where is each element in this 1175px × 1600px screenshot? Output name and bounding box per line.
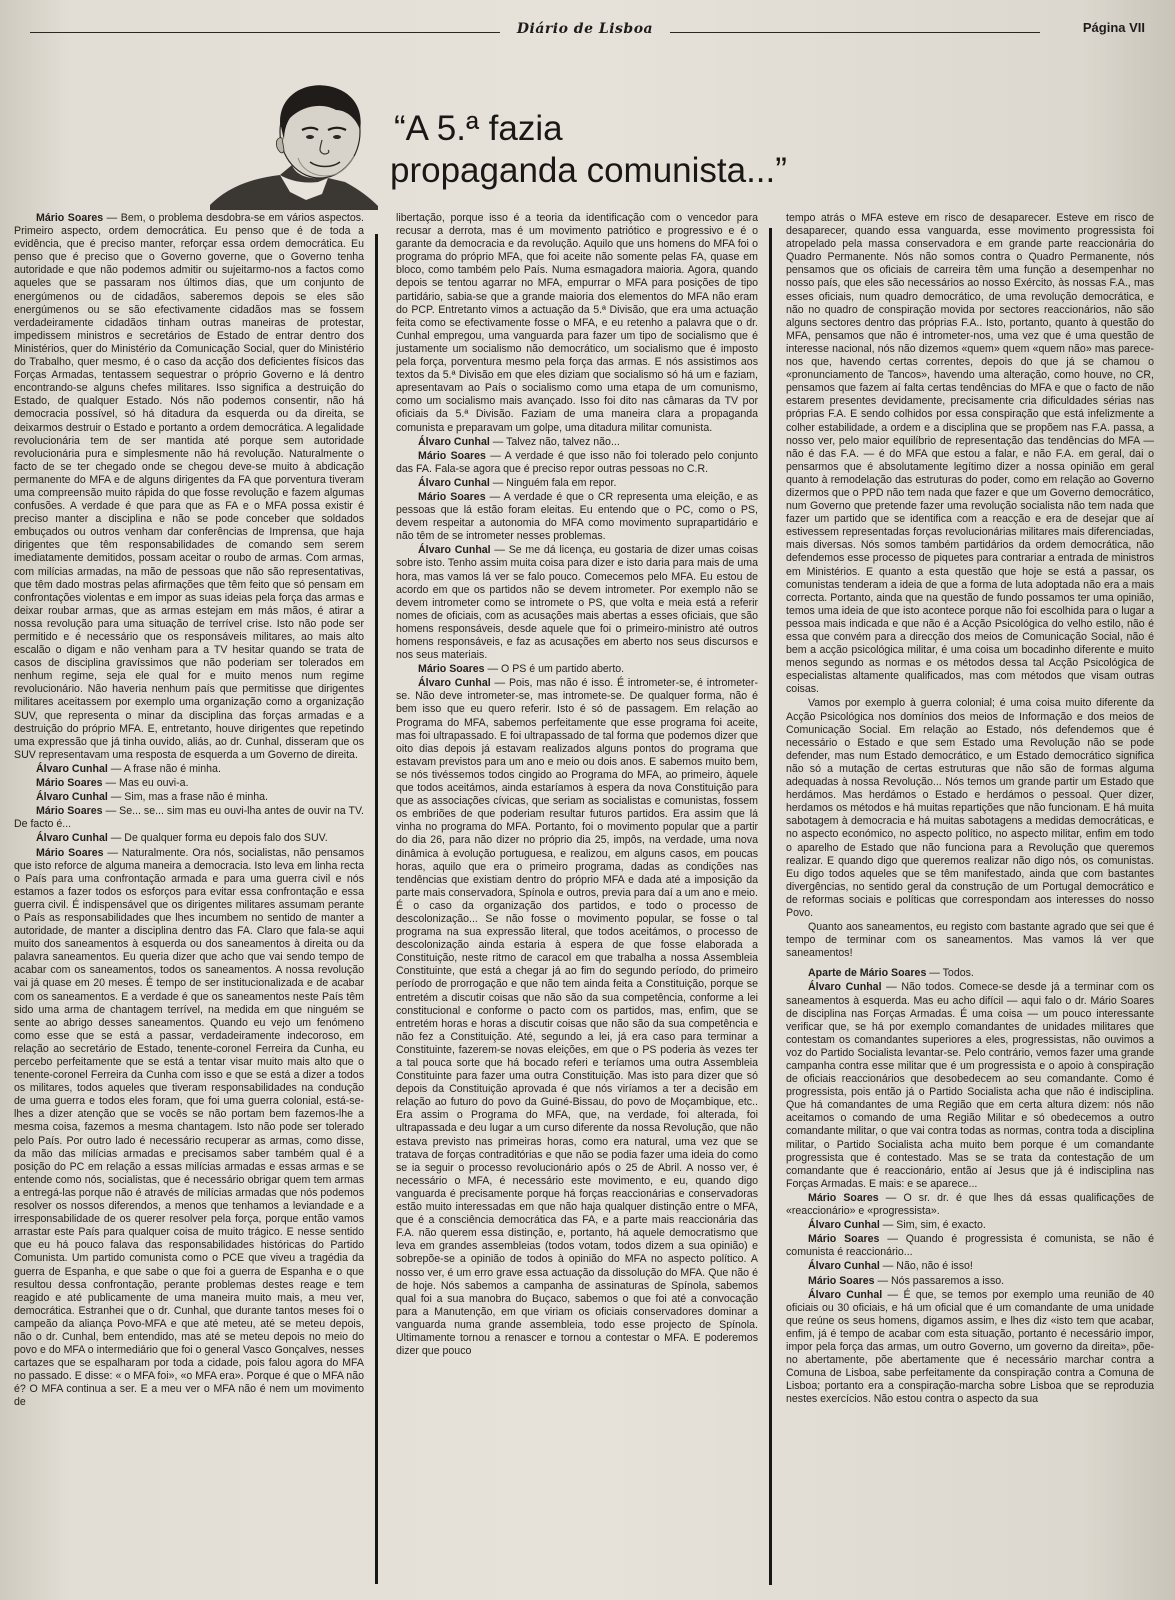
headline <box>390 108 870 192</box>
paragraph-text: — Todos. <box>926 967 974 980</box>
speaker-name: Álvaro Cunhal <box>808 1260 880 1273</box>
speaker-name: Mário Soares <box>418 449 486 462</box>
paragraph-text: — Talvez não, talvez não... <box>489 435 620 448</box>
article-paragraph <box>396 477 758 490</box>
paragraph-text: — De qualquer forma eu depois falo dos SUV. <box>107 832 328 845</box>
paragraph-text: Vamos por exemplo à guerra colonial; é uma coisa muito diferente da Acção Psicológica nos domínios dos meios de Informação e dos meios de Comunicação Social. Em relação ao Estado, nós defendemos que é necessário o Estado e que sem Estado uma Revolução não se pode defender, mas num Estado democrático, e um Estado democrático significa não só a mutação de certas estruturas que não são de formas alguma adequadas à nossa Revolução... Nós temos um grande partir um Estado que herdámos. Mas herdámos o Estado e herdámos o pessoal. Quer dizer, herdamos os métodos e há muitas repartições que não funcionam. E há muita sabotagem à democracia e há muitas sabotagens a medidas democráticas, e no aspecto económico, no aspecto político, no aspecto militar, enfim em todo o aparelho de Estado que não funciona para a Revolução que queremos realizar. E quando digo que queremos realizar não digo nós, os comunistas. Eu digo todos aqueles que se têm manifestado, ainda que com bastantes divergências, no sentido geral da construção de um Portugal democrático e de reformas sociais e políticas que correspondam aos interesses do nosso Povo. <box>786 697 1154 919</box>
article-paragraph <box>396 212 758 435</box>
paragraph-text: — Se... se... sim mas eu ouvi-lha antes de ouvir na TV. De facto é... <box>14 805 364 831</box>
speaker-name: Aparte de Mário Soares <box>808 967 927 980</box>
masthead-rule-left <box>30 32 500 33</box>
paragraph-text: — Se me dá licença, eu gostaria de dizer umas coisas sobre isto. Tenho assim muita coisa para dizer e isto daria para mais de uma hora, mas vamos lá ver se falo pouco. Comecemos pelo MFA. Eu estou de acordo em que os partidos não se devem intrometer. Por exemplo não se devem intrometer como se intromete o PS, que volta e meia está a referir nomes de oficiais, com as acusações mais abertas a esses oficiais, que são homens responsáveis, desde aquele que foi o primeiro-ministro até outros homens responsáveis, e faz as acusações em aberto nos seus discursos e nos seus materiais. <box>396 544 758 662</box>
paragraph-text: Quanto aos saneamentos, eu registo com bastante agrado que sei que é tempo de terminar com os saneamentos. Mas vamos lá ver que saneamentos! <box>786 921 1154 960</box>
article-paragraph <box>786 1233 1154 1259</box>
speaker-name: Mário Soares <box>808 1191 879 1204</box>
paragraph-text: — A verdade é que isso não foi tolerado pelo conjunto das FA. Fala-se agora que é preciso repor outras pessoas no C.R. <box>396 449 758 475</box>
headline-line-2: propaganda comunista...” <box>390 151 787 190</box>
article-column-1 <box>14 212 364 1592</box>
article-paragraph <box>786 1289 1154 1407</box>
speaker-name: Álvaro Cunhal <box>418 476 490 489</box>
speaker-name: Mário Soares <box>36 212 104 224</box>
article-paragraph <box>786 697 1154 920</box>
paragraph-text: — Ninguém fala em repor. <box>489 476 617 489</box>
article-paragraph <box>14 847 364 1410</box>
article-paragraph <box>786 1219 1154 1232</box>
paragraph-text: tempo atrás o MFA esteve em risco de desaparecer. Esteve em risco de desaparecer, quando essa vanguarda, esse movimento progressista foi atropelado pela massa conservadora e em grande parte reaccionária do Quadro Permanente. Nós não somos contra o Quadro Permanente, nós pensamos que os oficiais de carreira têm uma função a desempenhar no nosso país, que eles são necessários ao nosso Exército, às nossas F.A., mas esses oficiais, num quadro democrático, de uma revolução democrática, e não no quadro de conspiração movida por sectores reaccionários, não são alguns sectores dentro das próprias F.A.. Isto, portanto, quanto à questão do MFA, pensamos que não é intrometer-nos, uma vez que é uma questão de interesse nacional, nós não dizemos «quem» quem «quem não» mas parece-nos que, havendo certas correntes, depois do que já se chamou o «pronunciamento de Tancos», havendo uma alteração, como houve, no CR, pensamos que fazem aí falta certas tendências do MFA e que o facto de não estarem presentes devidamente, precisamente cria dificuldades sérias nas próprias F.A. E sendo colhidos por essa conspiração que está infelizmente a colher estabilidade, a ordem e a disciplina que se propõem nas F.A. passa, a nosso ver, pelo maior equilíbrio de representação das tendências do MFA — não é das F.A. — é do MFA que estou a falar, e não F.A. em geral, dai o pensarmos que é absolutamente legítimo dizer a nossa opinião em geral quanto à remodelação das estruturas do poder, como em relação ao Governo dizermos que o PPD não tem nada que fazer e que um Governo democrático, num Governo que pretende fazer uma revolução socialista não tem nada que fazer um partido que se identifica com a reacção e era de desejar que aí estivessem representadas forças revolucionárias militares mais diferenciadas, mais diversas. Nós somos também partidários da ordem democrática, não defendemos esse processo de piquetes para contrariar a entrada de ministros em Ministérios. E quanto a esta questão que hoje se está a passar, os comunistas tenderam a ideia de que a forma de luta adoptada não era a mais correcta. Portanto, ainda que na questão de fundo possamos ter uma opinião, temos uma ideia de que isto acontece porque não foi escolhida para o lugar a pessoa mais indicada e que não é a Acção Psicológica do velho estilo, não é essa que convém para a direcção dos meios de Comunicação Social, não é bem a acção psicológica militar, é uma coisa um bocadinho diferente e muito menos segundo as normas e os métodos dessa tal Acção Psicológica de especialistas altamente qualificados, mas com métodos que visam outras coisas. <box>786 212 1154 696</box>
paragraph-text: — O sr. dr. é que lhes dá essas qualificações de «reaccionário» e «progressista». <box>786 1191 1154 1218</box>
speaker-name: Álvaro Cunhal <box>36 791 108 804</box>
speaker-name: Álvaro Cunhal <box>808 1219 880 1232</box>
article-paragraph <box>396 436 758 449</box>
speaker-name: Álvaro Cunhal <box>36 762 108 775</box>
paragraph-text: — A frase não é minha. <box>107 762 221 775</box>
speaker-name: Mário Soares <box>808 1233 880 1246</box>
article-paragraph <box>396 663 758 676</box>
speaker-name: Mário Soares <box>36 777 103 790</box>
page-number: Página VII <box>1082 20 1145 35</box>
article-paragraph <box>396 677 758 1358</box>
paragraph-text: — Bem, o problema desdobra-se em vários aspectos. Primeiro aspecto, ordem democrática. Eu penso que é de toda a evidência, que é preciso manter, reforçar essa ordem democrática. Eu penso que é preciso que o Governo governe, que o Governo tenha autoridade e que não podemos admitir ou sujeitarmo-nos a factos como aqueles que se passaram nos últimos dias, que um conjunto de energúmenos ou de cidadãos, saberemos depois se eles são energúmenos ou se são efectivamente cidadãos mas se fossem verdadeiramente cidadãos tinham outras maneiras de protestar, impedissem ministros e secretários de Estado de entrar dentro dos Ministérios, quer do Ministério da Comunicação Social, quer do Ministério do Trabalho, quer mesmo, é o caso da acção dos deficientes físicos das Forças Armadas, tentassem sequestrar o próprio Governo e lá dentro encontrando-se alguns chefes militares. Isso significa a destruição do Estado, de qualquer Estado. Nós não podemos consentir, não há democracia possível, só há ditadura da esquerda ou da direita, se deixarmos destruir o Estado e portanto a ordem democrática. A legalidade revolucionária tem de ser mantida até porque sem autoridade revolucionária pura e simplesmente não há revolução. Naturalmente o facto de se ter chegado onde se chegou deve-se muito à abdicação permanente do MFA e de alguns dirigentes da FA que porventura tiveram uma compreensão muito rápida do que fosse revolução e fazem algumas confusões. A verdade é que para que as FA e o MFA possa existir é preciso manter a disciplina e não se pode conceber que soldados embuçados ou outros venham dar conferências de Imprensa, que haja dirigentes que têm responsabilidades de comando sem serem imediatamente demitidos, possam aceitar o roubo de armas. Com armas, com milícias armadas, na mão de pessoas que não são representativas, que têm dado mostras pelas afirmações que têm feito que só pensam em confrontações violentas e em impor as suas ideias pela força das armas e deixar roubar armas, que as armas estejam em más mãos, é atirar a nossa revolução para uma situação de terrível crise. Isto não pode ser permitido e é necessário que os responsáveis militares, ao mais alto escalão o digam e não venham para a TV hesitar quando se trata de casos de disciplina gravíssimos que não poderiam ser tolerados em nenhum regime, seja ele qual for e muito menos num regime revolucionário. Não haveria nenhum país que permitisse que dirigentes militares aceitassem por exemplo uma organização como a organização SUV, que representa o minar da disciplina das forças armadas e a destruição do próprio MFA. E, entretanto, houve dirigentes que repetindo uma expressão que já tinha ouvido, aliás, ao dr. Cunhal, disseram que os SUV representavam uma resposta de esquerda a um Governo de direita. <box>14 212 364 761</box>
paragraph-text: — Quando é progressista é comunista, se não é comunista é reaccionário... <box>786 1233 1154 1259</box>
article-paragraph <box>14 805 364 831</box>
headline-line-1: “A 5.ª fazia <box>394 109 563 148</box>
article-paragraph <box>786 921 1154 960</box>
article-paragraph <box>14 777 364 790</box>
article-paragraph <box>14 763 364 776</box>
article-paragraph <box>396 491 758 543</box>
paragraph-text: — Não todos. Comece-se desde já a terminar com os saneamentos à esquerda. Mas eu acho difícil — aqui falo o dr. Mário Soares de disciplina nas Forças Armadas. É uma coisa — um pouco interessante verificar que, se há por exemplo comandantes de unidades militares que contestam os comandantes superiores a eles, progressistas, não ouvimos a voz do Partido Socialista levantar-se. Pelo contrário, vemos fazer uma grande campanha contra esse militar que é um progressista e o apoio à conspiração de oficiais reaccionários que desobedecem ao seu comandante. Como é progressista, pois então já o Partido Socialista acha que não é indisciplina. Que há comandantes de uma Região que em certa altura dizem: nós não aceitamos o comando de uma Região Militar e só obedecemos a outro comandante militar, o que vai contra todas as normas, contra toda a disciplina militar, o Partido Socialista acha muito bem porque é um comandante progressista que é contestado. Mas se se trata da contestação de um comandante que é reaccionário, então aí Jesus que já é indisciplina nas Forças Armadas. E mais: e se aparece... <box>786 981 1154 1190</box>
portrait-photo <box>210 80 380 210</box>
article-column-3 <box>786 212 1154 1592</box>
paragraph-text: — Sim, mas a frase não é minha. <box>107 791 268 804</box>
speaker-name: Mário Soares <box>36 846 104 859</box>
article-paragraph <box>786 1275 1154 1288</box>
paragraph-text: — Naturalmente. Ora nós, socialistas, não pensamos que isto reforce de alguma maneira a democracia. Isto leva em linha recta o País para uma confrontação armada e para uma guerra civil e nós estamos a fazer todos os esforços para evitar essa confrontação e essa guerra civil. É indispensável que os dirigentes militares assumam perante o País as responsabilidades que lhes incumbem no sentido de manter a autoridade, de manter a disciplina dentro das FA. Claro que fala-se aqui muito dos saneamentos à esquerda ou dos saneamentos à direita ou da palavra saneamentos. Eu queria dizer que acho que vai sendo tempo de acabar com os saneamentos, todos os saneamentos. A nossa revolução vai já quase em 20 meses. É tempo de ser institucionalizada e de acabar com os saneamentos. E a verdade é que os saneamentos neste País têm sido uma arma de chantagem terrível, na medida em que ninguém se sente ao abrigo desses saneamentos. Quando eu vejo um fenómeno como esse que se está a passar, verdadeiramente indecoroso, em relação ao secretário de Estado, tenente-coronel Ferreira da Cunha, eu percebo perfeitamente que se está a tentar visar muito mais alto que o tenente-coronel Ferreira da Cunha com isso e que se está a dizer a todos os militares, todos aqueles que tiveram responsabilidades na condução de uma guerra e todos eles foram, que foi uma guerra colonial, está-se-lhes a dizer atenção que se vocês se não portam bem fazemos-lhe a mesma coisa, fazemos a mesma chantagem. Isto não pode ser tolerado pelo País. Por outro lado é necessário recuperar as armas, como disse, da mão das milícias armadas e precisamos saber também qual é a posição do PC em relação a essas milícias armadas e essas armas e se entende como nós, socialistas, que é necessário obrigar quem tem armas a entregá-las porque não é através de milícias armadas que nós podemos resolver os nossos diferendos, a menos que tenhamos a leviandade e a irresponsabilidade de os querer resolver pela força, porque então vamos arrastar este País para qualquer coisa de muito trágico. E nesse sentido que eu há pouco falava das responsabilidades históricas do Partido Comunista. Um partido comunista como o PCE que viveu a tragédia da guerra de Espanha, e que sabe o que foi a guerra de Espanha e o que resultou dessa confrontação, perante problemas destes reage e tem reagido e até publicamente de uma maneira muito mais, a meu ver, democrática. Estranhei que o dr. Cunhal, que durante tantos meses foi o campeão da aliança Povo-MFA e que até meteu, até se meteu depois, não o dr. Cunhal, bem entendido, mas até se meteu depois no meio do povo e do MFA o intermediário que foi o general Vasco Gonçalves, nesses cartazes que se espalharam por toda a cidade, pois falou agora do MFA no passado. E disse: « o MFA foi», «o MFA era». Porque é que o MFA não é? O MFA continua a ser. E a meu ver o MFA não é nem um movimento de <box>14 846 364 1409</box>
speaker-name: Mário Soares <box>808 1274 875 1287</box>
paragraph-text: — Pois, mas não é isso. É intrometer-se, é intrometer-se. Não deve intrometer-se, mas intromete-se. De qualquer forma, não é bem isso que eu quero referir. Isto é só de passagem. Em relação ao Programa do MFA, sabemos perfeitamente que esse programa foi aceite, mas foi ultrapassado. E foi ultrapassado de tal forma que podemos dizer que oito dias depois já estavam realizados alguns pontos do programa que estavam previstos para um ano e meio ou dois anos. E sabemos muito bem, se nós tivéssemos todos cingido ao Programa do MFA, ao primeiro, àquele que todos aceitámos, ainda estaríamos à espera da nova Constituição para que as associações cívicas, que seriam as socialistas e comunistas, fossem os embriões de que poderiam resultar futuros partidos. Era assim que lá vinha no programa do MFA. Portanto, foi o movimento popular que a partir do dia 26, para não dizer no próprio dia 25, impôs, na verdade, uma nova dinâmica à evolução portuguesa, e realizou, em alguns casos, em poucas horas, aquilo que era o primeiro programa, dadas as condições nas tendências que existiam dentro do próprio MFA e dada até a imposição da parte mais conservadora, Spínola e outros, previa para daí a um ano e meio. É o caso da organização dos partidos, e todo o processo de descolonização... Se não fosse o movimento popular, se fosse o tal programa na sua expressão literal, que todos aceitámos, o processo de descolonização ainda estaria à espera de que fosse elaborada a Constituição, neste ritmo de caracol em que trabalha a nossa Assembleia Constituinte, que está a chegar já ao fim do segundo período, do primeiro período de prorrogação e que não tem ainda feita a Constituição, porque se entretém a discutir coisas que não são da sua competência, conforme a lei constitucional e conforme o pacto com os partidos, mas, enfim, que se entretém horas e horas a discutir coisas que não são da sua competência e não fez a Constituição. Até, segundo a lei, já era caso para terminar a Constituinte, fazerem-se novas eleições, em que o PS poderia às vezes ter a tal pouca sorte que há bocado referi e teríamos uma outra Assembleia Constituinte para fazer uma outra Constituição. Mas isto para dizer que só depois da Constituição aprovada é que nós viríamos a ter a decisão em relação ao futuro do povo da Guiné-Bissau, do povo de Moçambique, etc.. Era assim o Programa do MFA, que, na verdade, foi alterada, foi ultrapassada e deu lugar a um curso diferente da nossa Revolução, que não estava previsto nas primeiras horas, como era natural, uma vez que se tratava de forças contraditórias e que não se podia fazer uma ideia do como se ia seguir o processo revolucionário após o 25 de Abril. A nosso ver, é necessário o MFA, é necessário este movimento, e eu, quando digo vanguarda é precisamente porque há forças reaccionárias e conservadoras estão muito interessadas em que não haja qualquer distinção entre o MFA, que é a consciência democrática das FA, e a parte mais reaccionária das F.A. não querem essa distinção, e, portanto, há aquele democratismo que leva em grandes assembleias (todos votam, todos dizem a sua opinião) e sobrepõe-se a opinião de todos à opinião do MFA no aspecto político. A nosso ver, é um erro grave essa actuação da dissolução do MFA. Que não é de hoje. Nós sabemos a campanha de assinaturas de Spínola, sabemos qual foi a sua manobra do Buçaco, sabemos o que foi até a convocação para a Manutenção, em que viriam os oficiais conservadores dominar a vanguarda numa grande assembleia, todo esse projecto de Spínola. Ultimamente tornou a renascer e tornou a contestar o MFA. E poderemos dizer que pouco <box>396 677 758 1358</box>
speaker-name: Álvaro Cunhal <box>36 832 108 845</box>
paragraph-text: — Mas eu ouvi-a. <box>102 777 189 790</box>
speaker-name: Álvaro Cunhal <box>418 435 490 448</box>
speaker-name: Álvaro Cunhal <box>418 544 491 557</box>
paragraph-text: — O PS é um partido aberto. <box>484 663 625 676</box>
speaker-name: Álvaro Cunhal <box>418 677 491 690</box>
speaker-name: Álvaro Cunhal <box>808 1288 883 1301</box>
paragraph-text: — Não, não é isso! <box>879 1260 973 1273</box>
masthead <box>30 20 1145 44</box>
article-paragraph <box>14 832 364 845</box>
article-paragraph <box>14 791 364 804</box>
paragraph-text: — Sim, sim, é exacto. <box>879 1219 986 1232</box>
speaker-name: Álvaro Cunhal <box>808 981 882 994</box>
paragraph-text: — A verdade é que o CR representa uma eleição, e as pessoas que lá estão foram eleitas. Eu entendo que o PC, como o PS, devem respeitar a autonomia do MFA como movimento suprapartidário e não têm de se intrometer nesses problemas. <box>396 490 758 543</box>
article-paragraph <box>786 981 1154 1191</box>
speaker-name: Mário Soares <box>36 805 103 818</box>
masthead-rule-right <box>670 32 1040 33</box>
article-paragraph <box>786 1192 1154 1218</box>
paragraph-text: — É que, se temos por exemplo uma reunião de 40 oficiais ou 30 oficiais, e há um oficial que é um comandante de uma unidade que reúne os seus homens, digamos assim, e lhes diz «isto tem que acabar, enfim, já é tempo de acabar com esta situação, portanto é necessário impor, impor pela força das armas, um outro Governo, um governo da direita», põe-no abertamente, põe abertamente que é necessário marchar contra a Comuna de Lisboa, sabe perfeitamente da conspiração contra a Comuna de Lisboa; portanto era a conspiração-marcha sobre Lisboa que se reproduzia nestes exercícios. Não estou contra o aspecto da sua <box>786 1288 1154 1406</box>
column-divider-1 <box>375 234 378 1584</box>
speaker-name: Mário Soares <box>418 490 486 503</box>
article-paragraph <box>396 450 758 476</box>
paragraph-text: — Nós passaremos a isso. <box>874 1274 1005 1287</box>
article-paragraph <box>786 967 1154 980</box>
article-paragraph <box>396 544 758 662</box>
newspaper-name: Diário de Lisboa <box>516 21 654 37</box>
article-paragraph <box>786 1260 1154 1273</box>
article-paragraph <box>14 212 364 762</box>
article-paragraph <box>786 212 1154 696</box>
article-column-2 <box>396 212 758 1592</box>
paragraph-text: libertação, porque isso é a teoria da identificação com o vencedor para recusar a derrota, mas é um movimento patriótico e progressivo e é o garante da democracia e da revolução. Aquilo que uns homens do MFA foi o programa do próprio MFA, que foi aceite não somente pelas FA, quase em bloco, como também pelo País. Numa esmagadora maioria. Agora, quando depois se tentou agarrar no MFA, empurrar o MFA para posições de tipo partidário, sabia-se que a grande maioria dos elementos do MFA não eram do PCP. Entretanto vimos a actuação da 5.ª Divisão, que era uma actuação feita como se efectivamente fosse o MFA, e eu retenho a palavra que o dr. Cunhal empregou, uma vanguarda para fazer um tipo de socialismo que é justamente um socialismo não democrático, um socialismo que é imposto pela força, porventura mesmo pela força das armas. E nós assistimos aos textos da 5.ª Divisão em que eles diziam que socialismo só há um e faziam, apresentavam ao País o socialismo como uma etapa de um comunismo, como um socialismo mais avançado. Isso foi dito nas câmaras da TV por oficiais da 5.ª Divisão. Faziam de uma maneira clara a propaganda comunista e preparavam um golpe, uma ditadura militar comunista. <box>396 212 758 434</box>
column-divider-2 <box>769 228 772 1585</box>
speaker-name: Mário Soares <box>418 663 485 676</box>
